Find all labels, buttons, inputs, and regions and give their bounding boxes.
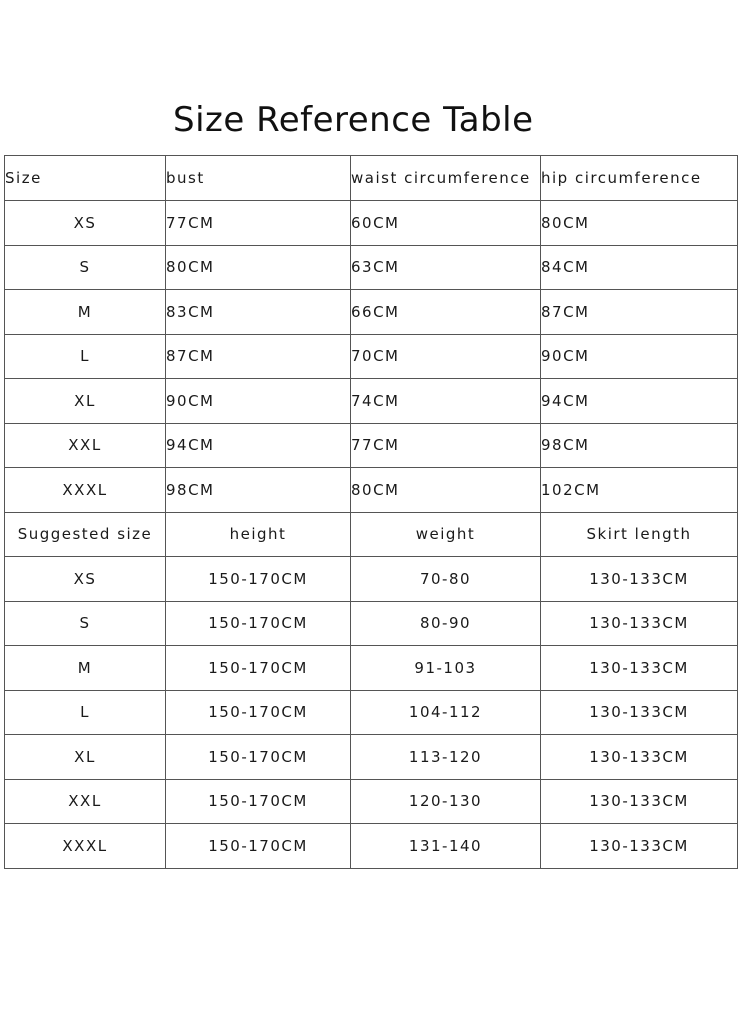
header-size: Size bbox=[5, 156, 166, 201]
size-cell: L bbox=[5, 334, 166, 379]
height-cell: 150-170CM bbox=[166, 557, 351, 602]
bust-cell: 98CM bbox=[166, 468, 351, 513]
size-cell: XXXL bbox=[5, 824, 166, 869]
table-row bbox=[5, 690, 738, 735]
table-row bbox=[5, 468, 738, 513]
waist-cell: 80CM bbox=[351, 468, 541, 513]
bust-cell: 94CM bbox=[166, 423, 351, 468]
table-row bbox=[5, 379, 738, 424]
height-cell: 150-170CM bbox=[166, 601, 351, 646]
size-cell: M bbox=[5, 290, 166, 335]
skirt-length-cell: 130-133CM bbox=[541, 735, 738, 780]
skirt-length-cell: 130-133CM bbox=[541, 601, 738, 646]
table-row bbox=[5, 423, 738, 468]
size-cell: XL bbox=[5, 735, 166, 780]
waist-cell: 66CM bbox=[351, 290, 541, 335]
weight-cell: 120-130 bbox=[351, 779, 541, 824]
height-cell: 150-170CM bbox=[166, 824, 351, 869]
table-row bbox=[5, 334, 738, 379]
table-row bbox=[5, 735, 738, 780]
waist-cell: 70CM bbox=[351, 334, 541, 379]
weight-cell: 131-140 bbox=[351, 824, 541, 869]
size-cell: XXL bbox=[5, 423, 166, 468]
table-row bbox=[5, 245, 738, 290]
header-skirt-length: Skirt length bbox=[541, 512, 738, 557]
size-cell: XXXL bbox=[5, 468, 166, 513]
weight-cell: 80-90 bbox=[351, 601, 541, 646]
waist-cell: 74CM bbox=[351, 379, 541, 424]
size-cell: XL bbox=[5, 379, 166, 424]
size-cell: XXL bbox=[5, 779, 166, 824]
hip-cell: 80CM bbox=[541, 201, 738, 246]
hip-cell: 87CM bbox=[541, 290, 738, 335]
bust-cell: 77CM bbox=[166, 201, 351, 246]
bust-cell: 87CM bbox=[166, 334, 351, 379]
waist-cell: 77CM bbox=[351, 423, 541, 468]
size-cell: S bbox=[5, 601, 166, 646]
skirt-length-cell: 130-133CM bbox=[541, 646, 738, 691]
hip-cell: 94CM bbox=[541, 379, 738, 424]
skirt-length-cell: 130-133CM bbox=[541, 824, 738, 869]
header-hip: hip circumference bbox=[541, 156, 738, 201]
weight-cell: 91-103 bbox=[351, 646, 541, 691]
waist-cell: 63CM bbox=[351, 245, 541, 290]
table-row bbox=[5, 201, 738, 246]
size-cell: S bbox=[5, 245, 166, 290]
size-cell: XS bbox=[5, 557, 166, 602]
size-cell: L bbox=[5, 690, 166, 735]
header-waist: waist circumference bbox=[351, 156, 541, 201]
weight-cell: 113-120 bbox=[351, 735, 541, 780]
page-title: Size Reference Table bbox=[173, 100, 534, 140]
hip-cell: 84CM bbox=[541, 245, 738, 290]
skirt-length-cell: 130-133CM bbox=[541, 779, 738, 824]
weight-cell: 104-112 bbox=[351, 690, 541, 735]
size-reference-table bbox=[4, 155, 738, 869]
header-weight: weight bbox=[351, 512, 541, 557]
table-row bbox=[5, 601, 738, 646]
height-cell: 150-170CM bbox=[166, 735, 351, 780]
height-cell: 150-170CM bbox=[166, 779, 351, 824]
weight-cell: 70-80 bbox=[351, 557, 541, 602]
header-suggested-size: Suggested size bbox=[5, 512, 166, 557]
header-bust: bust bbox=[166, 156, 351, 201]
table-row bbox=[5, 557, 738, 602]
table-row bbox=[5, 824, 738, 869]
hip-cell: 90CM bbox=[541, 334, 738, 379]
waist-cell: 60CM bbox=[351, 201, 541, 246]
hip-cell: 102CM bbox=[541, 468, 738, 513]
table-header-row bbox=[5, 156, 738, 201]
height-cell: 150-170CM bbox=[166, 690, 351, 735]
skirt-length-cell: 130-133CM bbox=[541, 690, 738, 735]
bust-cell: 83CM bbox=[166, 290, 351, 335]
table-row bbox=[5, 779, 738, 824]
skirt-length-cell: 130-133CM bbox=[541, 557, 738, 602]
header-height: height bbox=[166, 512, 351, 557]
size-cell: M bbox=[5, 646, 166, 691]
height-cell: 150-170CM bbox=[166, 646, 351, 691]
table-header-row bbox=[5, 512, 738, 557]
bust-cell: 90CM bbox=[166, 379, 351, 424]
table-row bbox=[5, 290, 738, 335]
hip-cell: 98CM bbox=[541, 423, 738, 468]
table-row bbox=[5, 646, 738, 691]
bust-cell: 80CM bbox=[166, 245, 351, 290]
size-cell: XS bbox=[5, 201, 166, 246]
